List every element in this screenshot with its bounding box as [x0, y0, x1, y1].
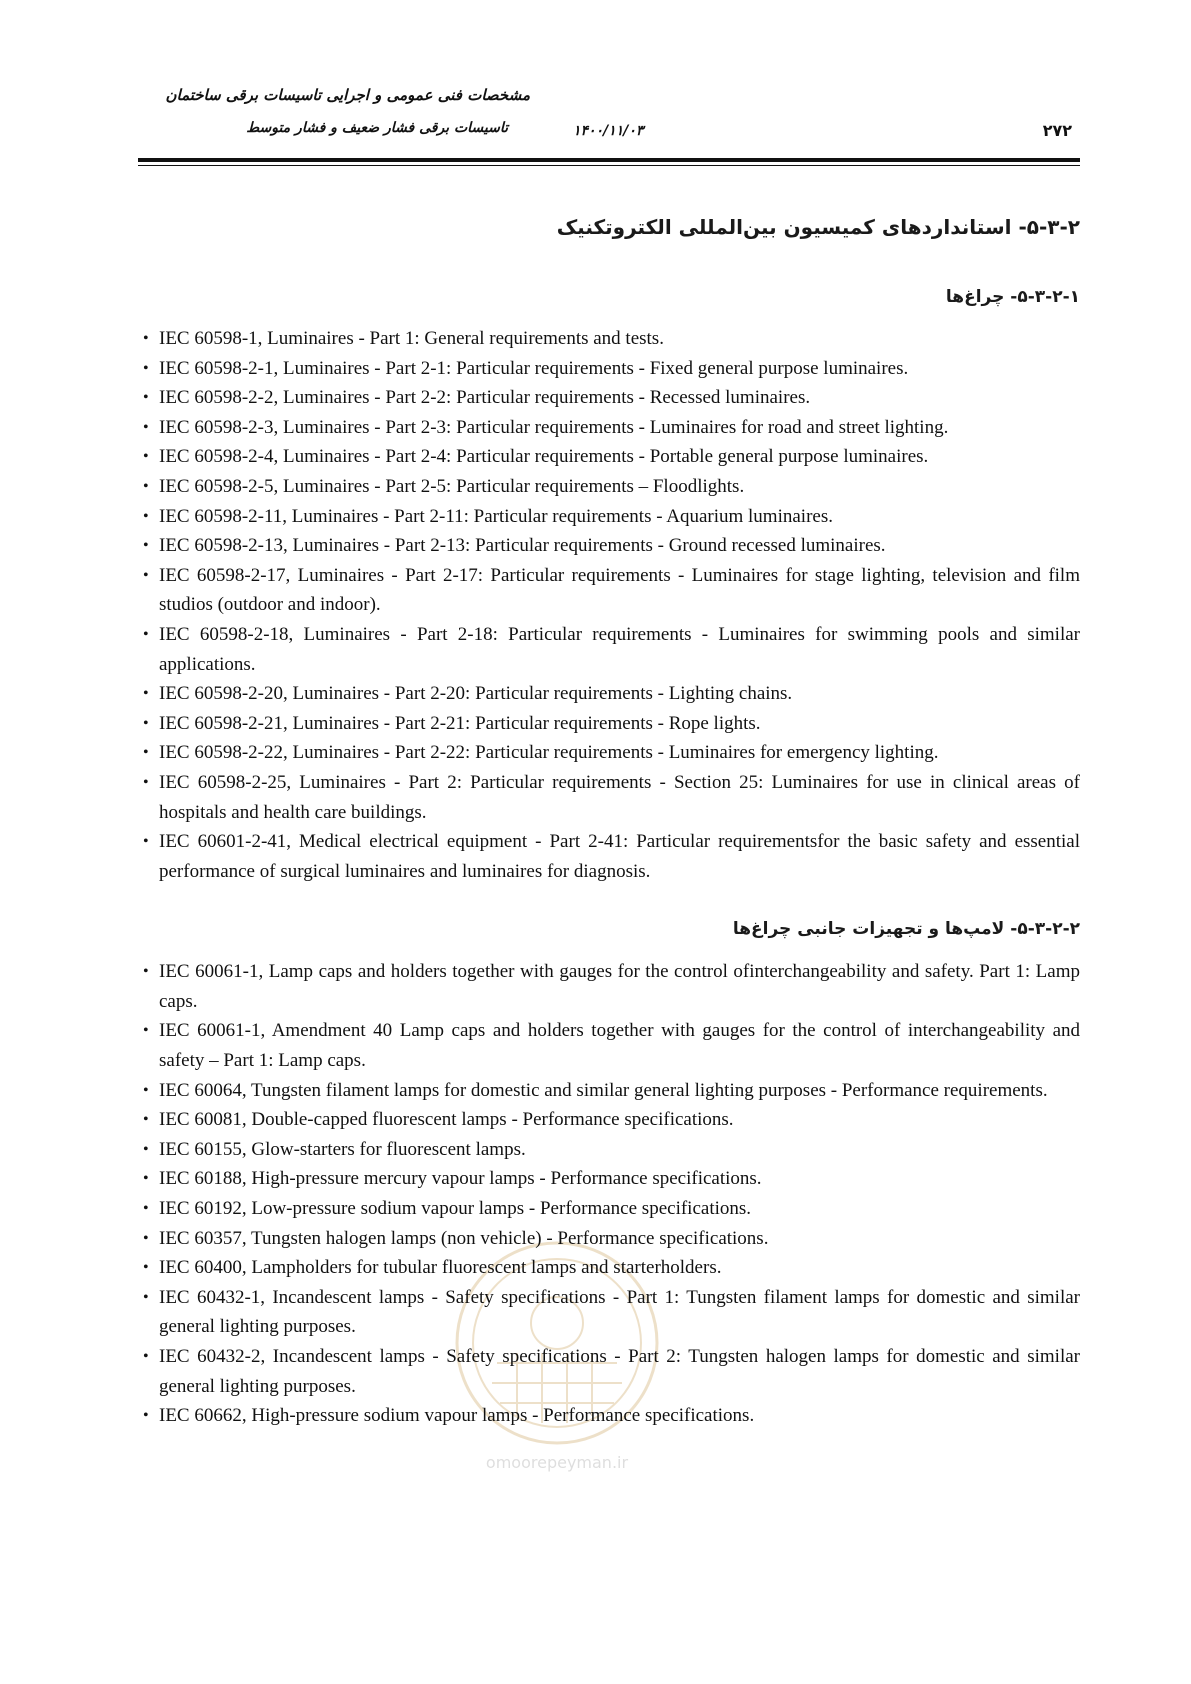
- bullet-icon: •: [143, 1229, 149, 1247]
- standard-text: IEC 60598-2-22, Luminaires - Part 2-22: Particular requirements - Luminaires for emergency lighting.: [159, 742, 939, 764]
- standard-list-item: [138, 1283, 1080, 1342]
- standard-list-item: [138, 561, 1080, 620]
- bullet-icon: •: [143, 1288, 149, 1306]
- standard-text: IEC 60155, Glow-starters for fluorescent lamps.: [159, 1138, 526, 1160]
- bullet-icon: •: [143, 1407, 149, 1425]
- standard-list-item: [138, 1076, 1080, 1106]
- standard-text: IEC 60598-1, Luminaires - Part 1: General requirements and tests.: [159, 328, 664, 349]
- bullet-icon: •: [143, 1259, 149, 1277]
- standard-text: IEC 60061-1, Lamp caps and holders together with gauges for the control ofinterchangeability and safety. Part 1: Lamp caps.: [159, 961, 1080, 1012]
- standard-text: IEC 60598-2-5, Luminaires - Part 2-5: Particular requirements – Floodlights.: [159, 475, 745, 497]
- standard-text: IEC 60400, Lampholders for tubular fluorescent lamps and starterholders.: [159, 1257, 722, 1279]
- standard-text: IEC 60064, Tungsten filament lamps for domestic and similar general lighting purposes - Performance requirements.: [159, 1079, 1048, 1101]
- header-date: ۱۴۰۰/۱۱/۰۳: [573, 123, 644, 139]
- bullet-icon: •: [143, 1200, 149, 1218]
- standard-text: IEC 60081, Double-capped fluorescent lamps - Performance specifications.: [159, 1109, 734, 1131]
- header-subtitle: تاسیسات برقی فشار ضعیف و فشار متوسط: [246, 120, 508, 136]
- standard-text: IEC 60598-2-11, Luminaires - Part 2-11: Particular requirements - Aquarium luminaires.: [159, 505, 833, 527]
- bullet-icon: •: [143, 714, 149, 732]
- watermark-text: omoorepeyman.ir: [485, 1453, 629, 1472]
- page-number: ۲۷۲: [1042, 121, 1072, 140]
- standard-text: IEC 60598-2-21, Luminaires - Part 2-21: Particular requirements - Rope lights.: [159, 712, 761, 734]
- header-rule-thin: [138, 165, 1080, 166]
- standard-list-item: [138, 502, 1080, 532]
- lamps-standards-list: [138, 957, 1080, 1431]
- bullet-icon: •: [143, 1348, 149, 1365]
- standard-text: IEC 60662, High-pressure sodium vapour lamps - Performance specifications.: [159, 1405, 755, 1427]
- bullet-icon: •: [143, 744, 149, 762]
- standard-list-item: [138, 1016, 1080, 1075]
- standard-list-item: [138, 413, 1080, 443]
- header-rule-thick: [138, 158, 1080, 162]
- standard-text: IEC 60601-2-41, Medical electrical equipment - Part 2-41: Particular requirementsfor the basic safety and essential performance of surgical luminaires and luminaires for diagnosis.: [159, 831, 1080, 882]
- standard-text: IEC 60598-2-20, Luminaires - Part 2-20: Particular requirements - Lighting chains.: [159, 683, 793, 705]
- standard-list-item: [138, 738, 1080, 768]
- bullet-icon: •: [143, 359, 149, 377]
- standard-text: IEC 60598-2-3, Luminaires - Part 2-3: Particular requirements - Luminaires for road and street lighting.: [159, 416, 949, 438]
- bullet-icon: •: [143, 963, 149, 981]
- bullet-icon: •: [143, 330, 149, 347]
- bullet-icon: •: [143, 625, 149, 643]
- standard-list-item: [138, 827, 1080, 886]
- standard-list-item: [138, 383, 1080, 413]
- bullet-icon: •: [143, 773, 149, 791]
- bullet-icon: •: [143, 389, 149, 407]
- standard-text: IEC 60192, Low-pressure sodium vapour lamps - Performance specifications.: [159, 1198, 752, 1220]
- subsection-heading-luminaires: ۵-۳-۲-۱- چراغ‌ها: [945, 287, 1080, 307]
- standard-list-item: [138, 442, 1080, 472]
- standard-list-item: [138, 1135, 1080, 1165]
- standard-text: IEC 60598-2-4, Luminaires - Part 2-4: Particular requirements - Portable general purpose luminaires.: [159, 446, 929, 468]
- standard-list-item: [138, 354, 1080, 384]
- standard-list-item: [138, 709, 1080, 739]
- bullet-icon: •: [143, 448, 149, 466]
- bullet-icon: •: [143, 537, 149, 555]
- bullet-icon: •: [143, 566, 149, 584]
- standard-text: IEC 60598-2-25, Luminaires - Part 2: Particular requirements - Section 25: Luminaires for use in clinical areas of hospitals and health care buildings.: [159, 771, 1080, 823]
- standard-text: IEC 60432-1, Incandescent lamps - Safety specifications - Part 1: Tungsten filament lamps for domestic and similar general lighting purposes.: [159, 1286, 1080, 1338]
- section-heading: ۵-۳-۲- استانداردهای کمیسیون بین‌المللی الکتروتکنیک: [556, 215, 1080, 239]
- standard-text: IEC 60598-2-1, Luminaires - Part 2-1: Particular requirements - Fixed general purpose luminaires.: [159, 357, 909, 379]
- standard-list-item: [138, 768, 1080, 827]
- bullet-icon: •: [143, 833, 149, 851]
- bullet-icon: •: [143, 1081, 149, 1099]
- standard-text: IEC 60188, High-pressure mercury vapour lamps - Performance specifications.: [159, 1168, 762, 1190]
- standard-text: IEC 60598-2-2, Luminaires - Part 2-2: Particular requirements - Recessed luminaires.: [159, 387, 811, 409]
- standard-list-item: [138, 324, 1080, 354]
- standard-list-item: [138, 620, 1080, 679]
- standard-list-item: [138, 472, 1080, 502]
- standard-list-item: [138, 1401, 1080, 1431]
- bullet-icon: •: [143, 477, 149, 495]
- standard-text: IEC 60598-2-13, Luminaires - Part 2-13: Particular requirements - Ground recessed luminaires.: [159, 535, 886, 557]
- standard-list-item: [138, 531, 1080, 561]
- standard-list-item: [138, 1253, 1080, 1283]
- standard-list-item: [138, 1105, 1080, 1135]
- standard-text: IEC 60598-2-17, Luminaires - Part 2-17: Particular requirements - Luminaires for stage lighting, television and film studios (outdoor and indoor).: [159, 564, 1080, 616]
- standard-list-item: [138, 1164, 1080, 1194]
- bullet-icon: •: [143, 1140, 149, 1158]
- bullet-icon: •: [143, 685, 149, 703]
- bullet-icon: •: [143, 1111, 149, 1129]
- standard-list-item: [138, 1224, 1080, 1254]
- luminaires-standards-list: [138, 324, 1080, 886]
- standard-text: IEC 60598-2-18, Luminaires - Part 2-18: Particular requirements - Luminaires for swimming pools and similar applications.: [159, 623, 1080, 675]
- header-title: مشخصات فنی عمومی و اجرایی تاسیسات برقی ساختمان: [165, 86, 530, 104]
- bullet-icon: •: [143, 507, 149, 525]
- standard-list-item: [138, 957, 1080, 1016]
- standard-list-item: [138, 679, 1080, 709]
- document-content: [138, 215, 1080, 1431]
- standard-text: IEC 60357, Tungsten halogen lamps (non vehicle) - Performance specifications.: [159, 1227, 769, 1249]
- bullet-icon: •: [143, 1170, 149, 1188]
- page-header: [138, 80, 1080, 170]
- standard-list-item: [138, 1342, 1080, 1401]
- bullet-icon: •: [143, 418, 149, 436]
- bullet-icon: •: [143, 1022, 149, 1040]
- standard-text: IEC 60061-1, Amendment 40 Lamp caps and holders together with gauges for the control of interchangeability and safety – Part 1: Lamp caps.: [159, 1020, 1080, 1072]
- subsection-heading-lamps: ۵-۳-۲-۲- لامپ‌ها و تجهیزات جانبی چراغ‌ها: [732, 919, 1080, 940]
- standard-text: IEC 60432-2, Incandescent lamps - Safety specifications - Part 2: Tungsten halogen lamps for domestic and similar general lighting purposes.: [159, 1346, 1080, 1397]
- standard-list-item: [138, 1194, 1080, 1224]
